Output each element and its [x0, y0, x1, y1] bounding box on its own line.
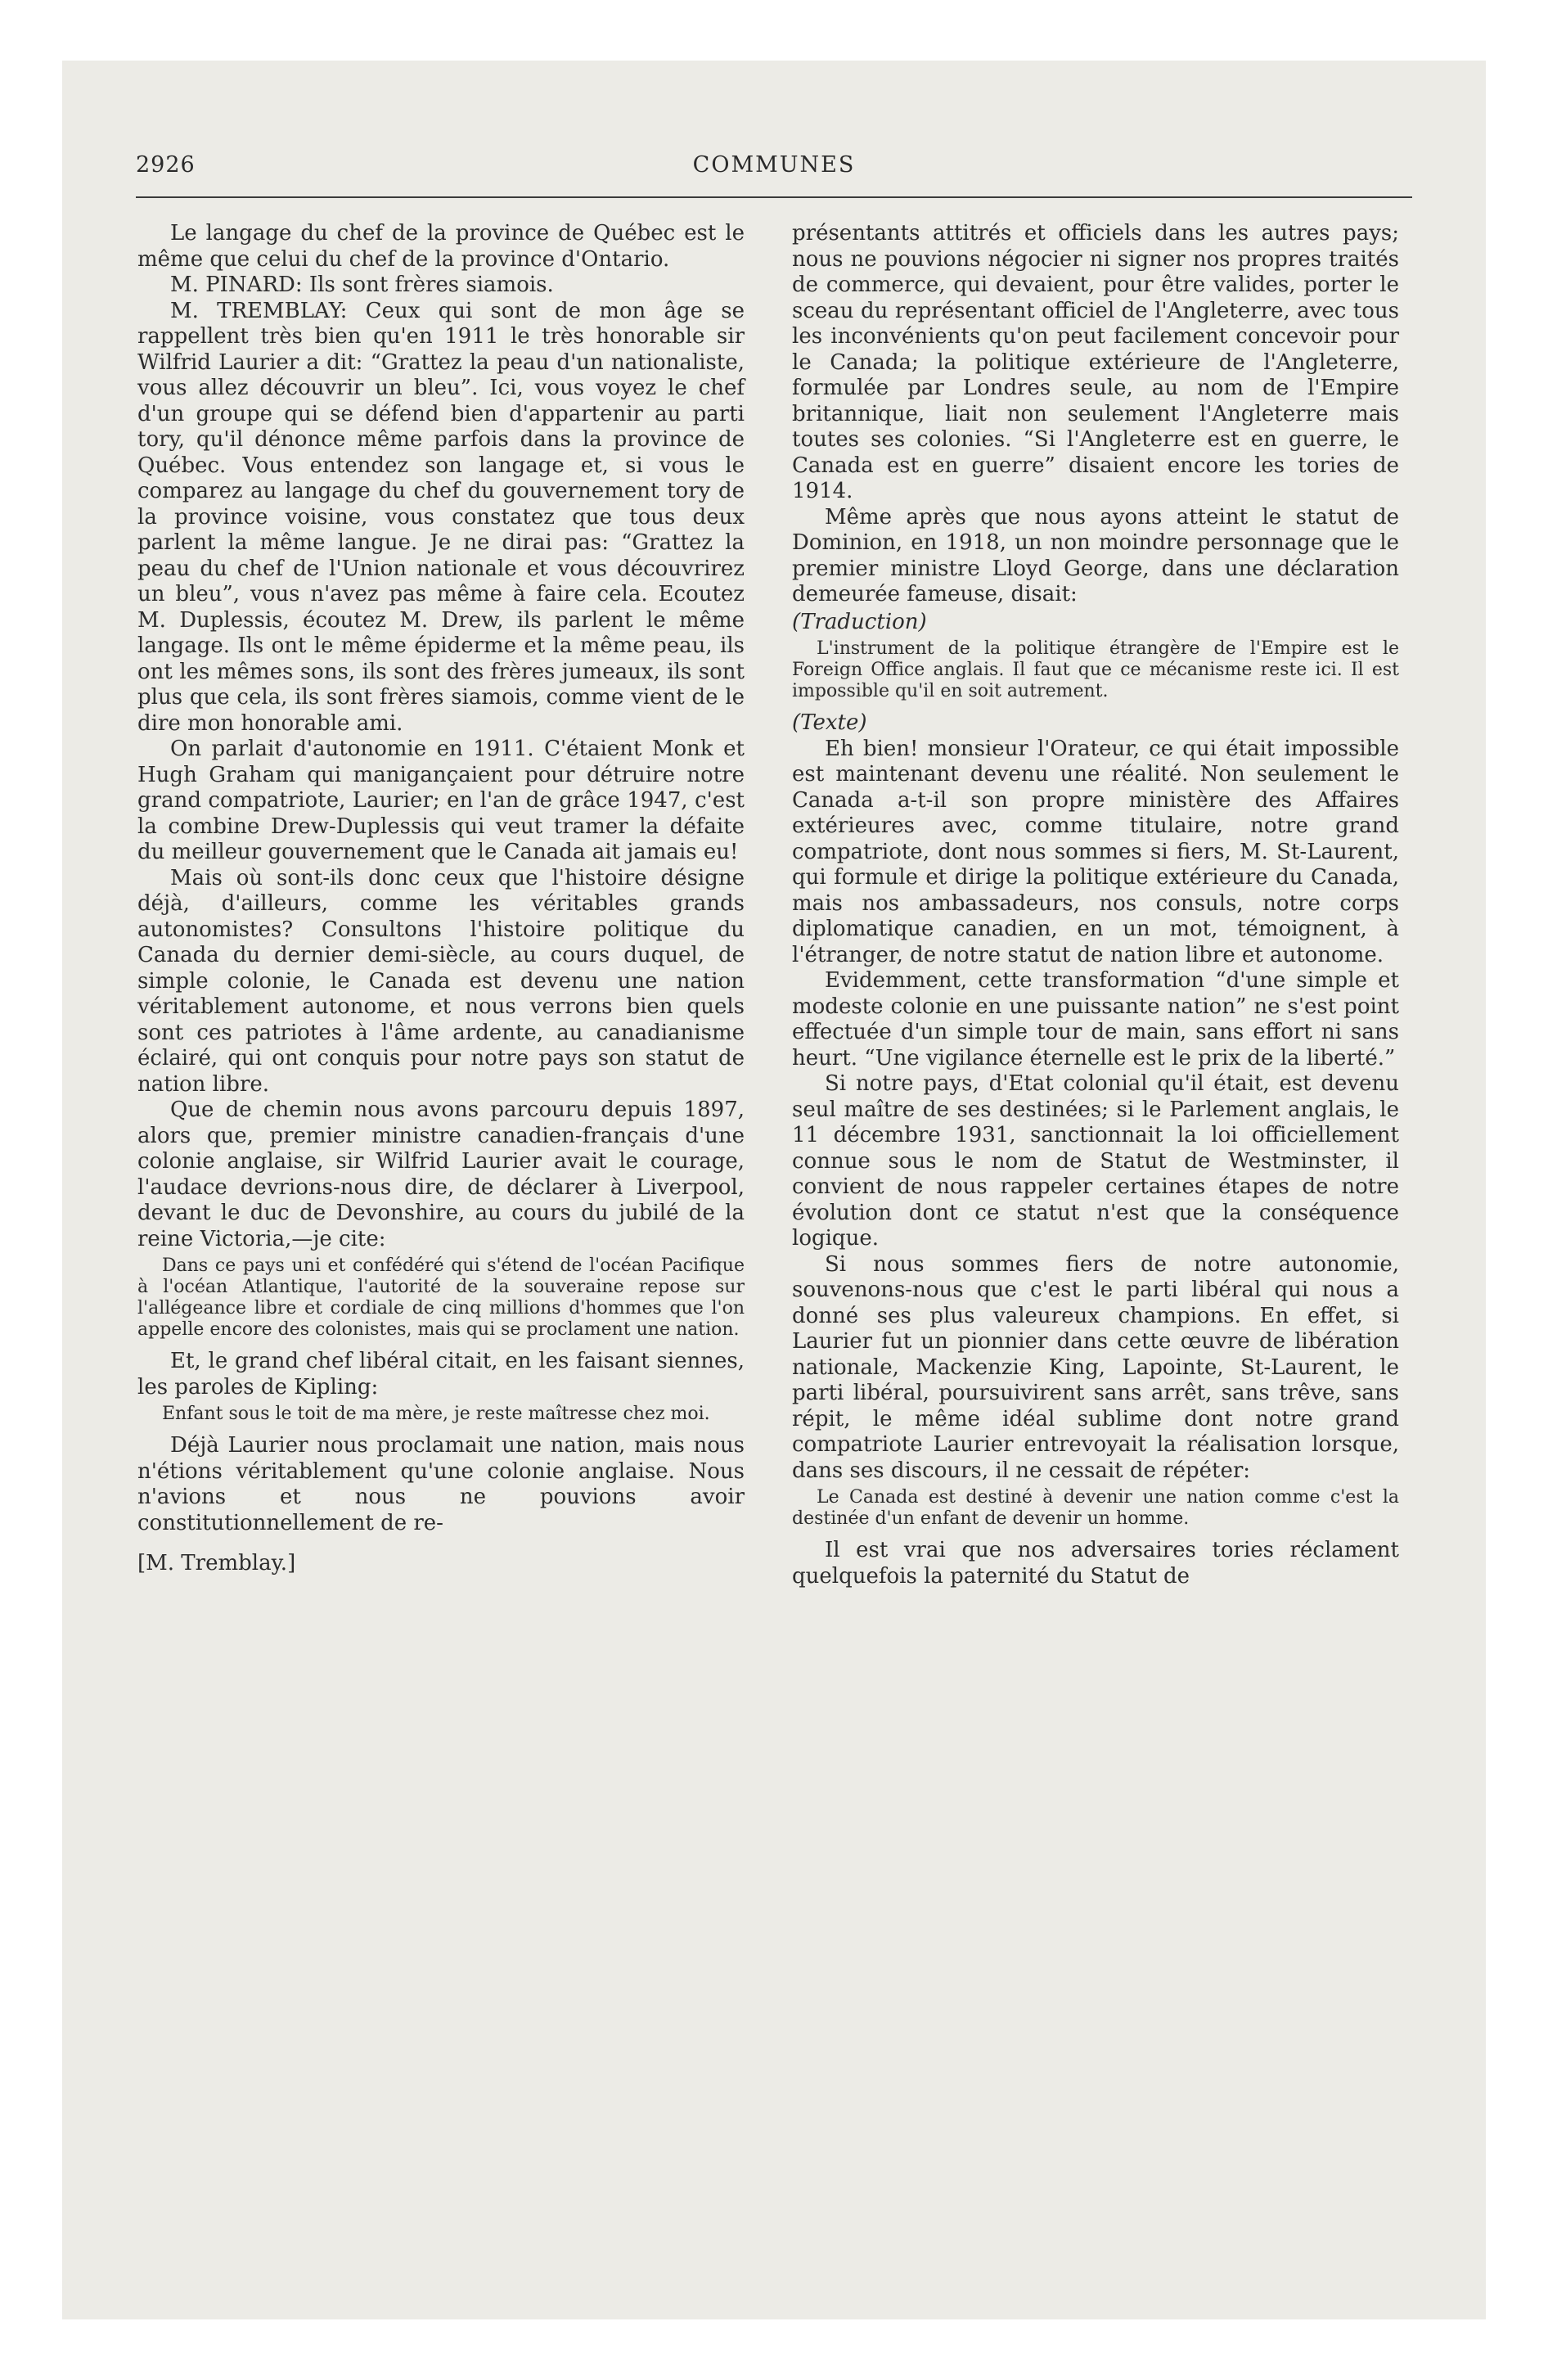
header-rule [136, 196, 1412, 198]
paragraph: Si nous sommes fiers de notre autonomie, souvenons-nous que c'est le parti libéral qui nous a donné ses plus valeureux champions. En effet, si Laurier fut un pionnier dans cette œuvre de libération nationale, Mackenzie King, Lapointe, St-Laurent, le parti libéral, poursuivirent sans arrêt, sans trêve, sans répit, le même idéal sublime dont notre grand compatriote Laurier entrevoyait la réalisation lorsque, dans ses discours, il ne cessait de répéter: [792, 1251, 1399, 1483]
paragraph: M. TREMBLAY: Ceux qui sont de mon âge se rappellent très bien qu'en 1911 le très honorable sir Wilfrid Laurier a dit: “Grattez la peau d'un nationaliste, vous allez découvrir un bleu”. Ici, vous voyez le chef d'un groupe qui se défend bien d'appartenir au parti tory, qu'il dénonce même parfois dans la province de Québec. Vous entendez son langage et, si vous le comparez au langage du chef du gouvernement tory de la province voisine, vous constatez que tous deux parlent la même langue. Je ne dirai pas: “Grattez la peau du chef de l'Union nationale et vous découvrirez un bleu”, vous n'avez pas même à faire cela. Ecoutez M. Duplessis, écoutez M. Drew, ils parlent le même langage. Ils ont le même épiderme et la même peau, ils ont les mêmes sons, ils sont des frères jumeaux, ils sont plus que cela, ils sont frères siamois, comme vient de le dire mon honorable ami. [137, 298, 745, 736]
block-quote: Dans ce pays uni et confédéré qui s'étend de l'océan Pacifique à l'océan Atlantique, l'autorité de la souveraine repose sur l'allégeance libre et cordiale de cinq millions d'hommes que l'on appelle encore des colonistes, mais qui se proclament une nation. [137, 1255, 745, 1340]
paragraph: Même après que nous ayons atteint le statut de Dominion, en 1918, un non moindre personnage que le premier ministre Lloyd George, dans une déclaration demeurée fameuse, disait: [792, 504, 1399, 606]
section-label: (Texte) [792, 710, 867, 735]
paragraph: M. PINARD: Ils sont frères siamois. [170, 273, 554, 297]
section-label: (Traduction) [792, 609, 927, 634]
left-column [137, 221, 745, 1577]
paragraph: Déjà Laurier nous proclamait une nation, mais nous n'étions véritablement qu'une colonie anglaise. Nous n'avions et nous ne pouvions avoir constitutionnellement de re- [137, 1433, 745, 1535]
paragraph: Si notre pays, d'Etat colonial qu'il était, est devenu seul maître de ses destinées; si le Parlement anglais, le 11 décembre 1931, sanctionnait la loi officiellement connue sous le nom de Statut de Westminster, il convient de nous rappeler certaines étapes de notre évolution dont ce statut n'est que la conséquence logique. [792, 1071, 1399, 1251]
paragraph: Evidemment, cette transformation “d'une simple et modeste colonie en une puissante nation” ne s'est point effectuée d'un simple tour de main, sans effort ni sans heurt. “Une vigilance éternelle est le prix de la liberté.” [792, 968, 1399, 1071]
paragraph: présentants attitrés et officiels dans les autres pays; nous ne pouvions négocier ni signer nos propres traités de commerce, qui devaient, pour être valides, porter le sceau du représentant officiel de l'Angleterre, avec tous les inconvénients qu'on peut facilement concevoir pour le Canada; la politique extérieure de l'Angleterre, formulée par Londres seule, au nom de l'Empire britannique, liait non seulement l'Angleterre mais toutes ses colonies. “Si l'Angleterre est en guerre, le Canada est en guerre” disaient encore les tories de 1914. [792, 221, 1399, 503]
block-quote: Le Canada est destiné à devenir une nation comme c'est la destinée d'un enfant de devenir un homme. [792, 1487, 1399, 1529]
right-column [792, 221, 1399, 1589]
paragraph: Et, le grand chef libéral citait, en les faisant siennes, les paroles de Kipling: [137, 1349, 745, 1400]
block-quote: Enfant sous le toit de ma mère, je reste maîtresse chez moi. [162, 1404, 710, 1424]
paragraph: Le langage du chef de la province de Québec est le même que celui du chef de la province d'Ontario. [137, 221, 745, 272]
paragraph: On parlait d'autonomie en 1911. C'étaient Monk et Hugh Graham qui manigançaient pour détruire notre grand compatriote, Laurier; en l'an de grâce 1947, c'est la combine Drew-Duplessis qui veut tramer la défaite du meilleur gouvernement que le Canada ait jamais eu! [137, 737, 745, 864]
paragraph: Mais où sont-ils donc ceux que l'histoire désigne déjà, d'ailleurs, comme les véritables grands autonomistes? Consultons l'histoire politique du Canada du dernier demi-siècle, au cours duquel, de simple colonie, le Canada est devenu une nation véritablement autonome, et nous verrons bien quels sont ces patriotes à l'âme ardente, au canadianisme éclairé, qui ont conquis pour notre pays son statut de nation libre. [137, 865, 745, 1097]
paragraph: Que de chemin nous avons parcouru depuis 1897, alors que, premier ministre canadien-français d'une colonie anglaise, sir Wilfrid Laurier avait le courage, l'audace devrions-nous dire, de déclarer à Liverpool, devant le duc de Devonshire, au cours du jubilé de la reine Victoria,—je cite: [137, 1098, 745, 1251]
block-quote: L'instrument de la politique étrangère de l'Empire est le Foreign Office anglais. Il faut que ce mécanisme reste ici. Il est impossible qu'il en soit autrement. [792, 638, 1399, 701]
running-head: COMMUNES [692, 152, 856, 178]
paragraph: Eh bien! monsieur l'Orateur, ce qui était impossible est maintenant devenu une réalité. Non seulement le Canada a-t-il son propre ministère des Affaires extérieures avec, comme titulaire, notre grand compatriote, dont nous sommes si fiers, M. St-Laurent, qui formule et dirige la politique extérieure du Canada, mais nos ambassadeurs, nos consuls, notre corps diplomatique canadien, en un mot, témoignent, à l'étranger, de notre statut de nation libre et autonome. [792, 736, 1399, 967]
speaker-attribution: [M. Tremblay.] [137, 1551, 296, 1575]
paragraph: Il est vrai que nos adversaires tories réclament quelquefois la paternité du Statut de [792, 1538, 1399, 1589]
page-number: 2926 [136, 152, 196, 178]
page-header [136, 152, 1412, 193]
